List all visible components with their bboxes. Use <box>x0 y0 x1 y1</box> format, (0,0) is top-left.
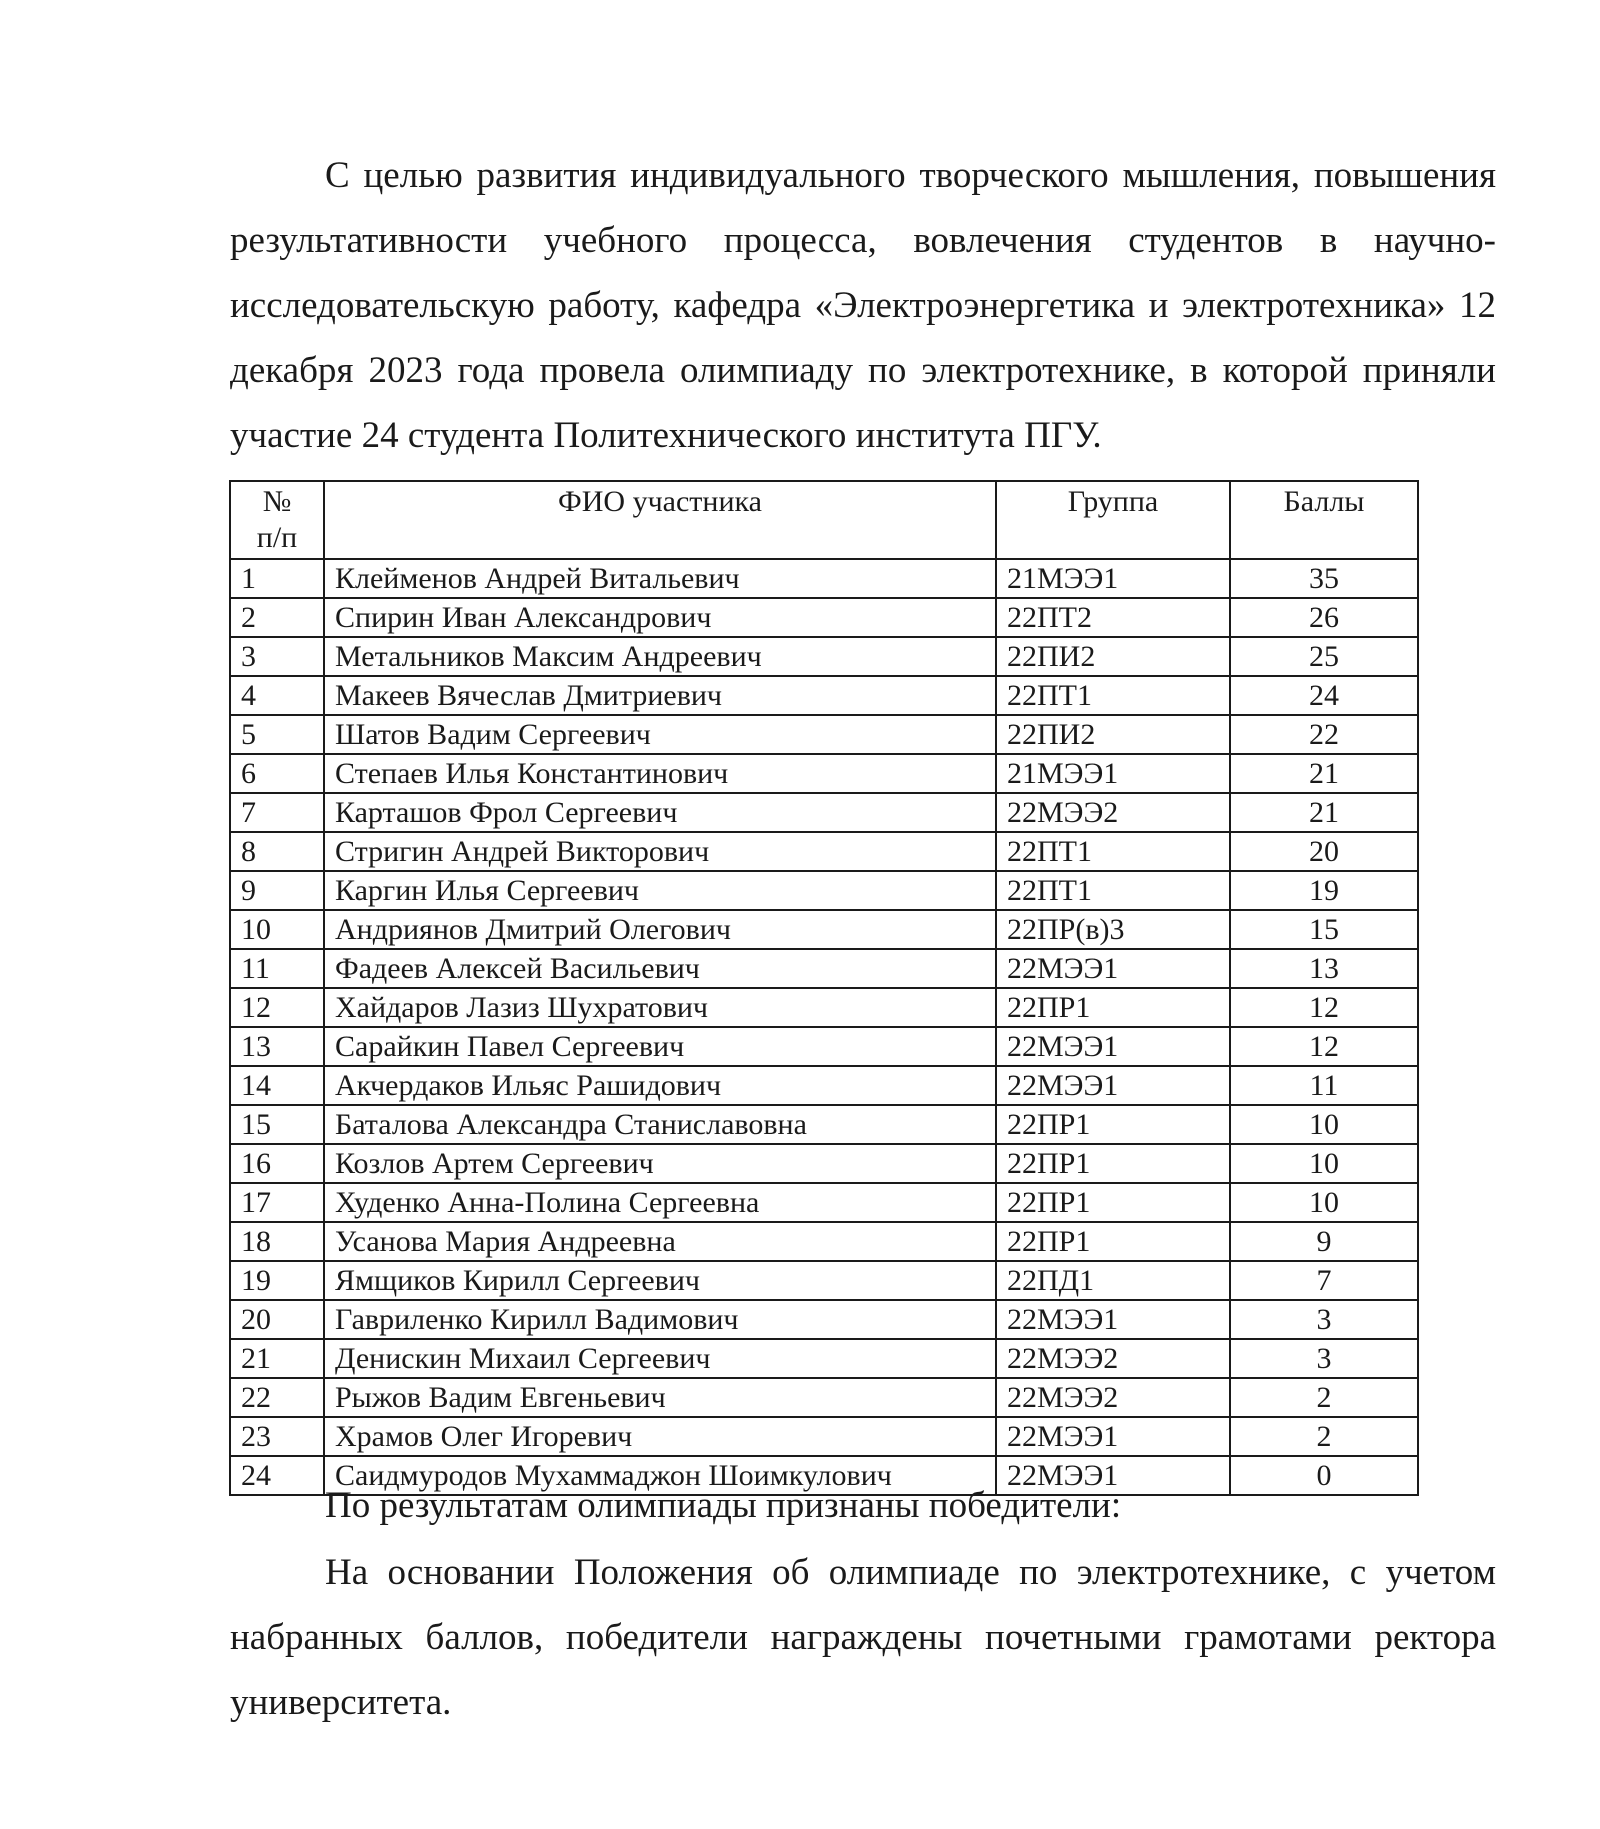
participant-name-cell: Андриянов Дмитрий Олегович <box>324 910 996 949</box>
participant-name-cell: Худенко Анна-Полина Сергеевна <box>324 1183 996 1222</box>
row-number-cell: 3 <box>230 637 324 676</box>
row-number-cell: 17 <box>230 1183 324 1222</box>
group-cell: 22МЭЭ2 <box>996 1339 1230 1378</box>
participant-name-cell: Акчердаков Ильяс Рашидович <box>324 1066 996 1105</box>
score-cell: 3 <box>1230 1300 1418 1339</box>
table-row <box>230 715 1418 754</box>
participant-name-cell: Усанова Мария Андреевна <box>324 1222 996 1261</box>
results-table-body <box>230 559 1418 1495</box>
score-cell: 20 <box>1230 832 1418 871</box>
table-row <box>230 1027 1418 1066</box>
score-cell: 24 <box>1230 676 1418 715</box>
score-cell: 21 <box>1230 793 1418 832</box>
participant-name-cell: Фадеев Алексей Васильевич <box>324 949 996 988</box>
group-cell: 22ПР(в)3 <box>996 910 1230 949</box>
winners-line: По результатам олимпиады признаны победители: <box>325 1485 1122 1526</box>
score-cell: 0 <box>1230 1456 1418 1495</box>
table-row <box>230 1417 1418 1456</box>
group-cell: 22МЭЭ1 <box>996 1456 1230 1495</box>
group-cell: 22МЭЭ1 <box>996 1300 1230 1339</box>
table-row <box>230 1066 1418 1105</box>
table-row <box>230 949 1418 988</box>
group-cell: 21МЭЭ1 <box>996 754 1230 793</box>
table-row <box>230 637 1418 676</box>
table-row <box>230 910 1418 949</box>
score-cell: 35 <box>1230 559 1418 598</box>
participant-name-cell: Каргин Илья Сергеевич <box>324 871 996 910</box>
row-number-cell: 2 <box>230 598 324 637</box>
group-cell: 22ПИ2 <box>996 637 1230 676</box>
table-header-row <box>230 481 1418 559</box>
participant-name-cell: Баталова Александра Станиславовна <box>324 1105 996 1144</box>
header-name: ФИО участника <box>324 481 996 559</box>
score-cell: 21 <box>1230 754 1418 793</box>
score-cell: 11 <box>1230 1066 1418 1105</box>
score-cell: 12 <box>1230 1027 1418 1066</box>
score-cell: 15 <box>1230 910 1418 949</box>
header-number <box>230 481 324 559</box>
row-number-cell: 18 <box>230 1222 324 1261</box>
score-cell: 2 <box>1230 1417 1418 1456</box>
group-cell: 22ПТ2 <box>996 598 1230 637</box>
table-row <box>230 988 1418 1027</box>
group-cell: 22МЭЭ2 <box>996 1378 1230 1417</box>
row-number-cell: 5 <box>230 715 324 754</box>
participant-name-cell: Сарайкин Павел Сергеевич <box>324 1027 996 1066</box>
score-cell: 7 <box>1230 1261 1418 1300</box>
row-number-cell: 6 <box>230 754 324 793</box>
participant-name-cell: Метальников Максим Андреевич <box>324 637 996 676</box>
participant-name-cell: Саидмуродов Мухаммаджон Шоимкулович <box>324 1456 996 1495</box>
intro-paragraph: С целью развития индивидуального творческого мышления, повышения результативности учебного процесса, вовлечения студентов в научно-исследовательскую работу, кафедра «Электроэнергетика и электротехника» 12 декабря 2023 года провела олимпиаду по электротехнике, в которой приняли участие 24 студента Политехнического института ПГУ. <box>230 155 1496 456</box>
table-row <box>230 1183 1418 1222</box>
group-cell: 22ПД1 <box>996 1261 1230 1300</box>
score-cell: 10 <box>1230 1144 1418 1183</box>
participant-name-cell: Стригин Андрей Викторович <box>324 832 996 871</box>
score-cell: 9 <box>1230 1222 1418 1261</box>
score-cell: 25 <box>1230 637 1418 676</box>
row-number-cell: 9 <box>230 871 324 910</box>
participant-name-cell: Макеев Вячеслав Дмитриевич <box>324 676 996 715</box>
group-cell: 22ПР1 <box>996 1105 1230 1144</box>
participant-name-cell: Шатов Вадим Сергеевич <box>324 715 996 754</box>
group-cell: 22МЭЭ1 <box>996 1027 1230 1066</box>
row-number-cell: 8 <box>230 832 324 871</box>
header-score: Баллы <box>1230 481 1418 559</box>
score-cell: 22 <box>1230 715 1418 754</box>
group-cell: 22МЭЭ1 <box>996 1066 1230 1105</box>
row-number-cell: 23 <box>230 1417 324 1456</box>
group-cell: 22МЭЭ1 <box>996 949 1230 988</box>
score-cell: 3 <box>1230 1339 1418 1378</box>
table-row <box>230 1105 1418 1144</box>
table-row <box>230 754 1418 793</box>
group-cell: 22ПР1 <box>996 1144 1230 1183</box>
group-cell: 22ПТ1 <box>996 676 1230 715</box>
row-number-cell: 22 <box>230 1378 324 1417</box>
table-row <box>230 1261 1418 1300</box>
group-cell: 22ПИ2 <box>996 715 1230 754</box>
table-row <box>230 1144 1418 1183</box>
score-cell: 12 <box>1230 988 1418 1027</box>
participant-name-cell: Клейменов Андрей Витальевич <box>324 559 996 598</box>
score-cell: 26 <box>1230 598 1418 637</box>
group-cell: 22ПТ1 <box>996 871 1230 910</box>
table-row <box>230 559 1418 598</box>
participant-name-cell: Денискин Михаил Сергеевич <box>324 1339 996 1378</box>
closing-paragraph: На основании Положения об олимпиаде по электротехнике, с учетом набранных баллов, победители награждены почетными грамотами ректора университета. <box>230 1552 1496 1723</box>
group-cell: 22ПТ1 <box>996 832 1230 871</box>
participant-name-cell: Степаев Илья Константинович <box>324 754 996 793</box>
table-row <box>230 832 1418 871</box>
participant-name-cell: Спирин Иван Александрович <box>324 598 996 637</box>
row-number-cell: 14 <box>230 1066 324 1105</box>
row-number-cell: 24 <box>230 1456 324 1495</box>
results-table <box>229 480 1419 1496</box>
participant-name-cell: Козлов Артем Сергеевич <box>324 1144 996 1183</box>
table-row <box>230 1339 1418 1378</box>
group-cell: 22ПР1 <box>996 1183 1230 1222</box>
table-row <box>230 676 1418 715</box>
header-number-line2: п/п <box>256 521 298 554</box>
header-group: Группа <box>996 481 1230 559</box>
participant-name-cell: Храмов Олег Игоревич <box>324 1417 996 1456</box>
table-row <box>230 793 1418 832</box>
score-cell: 10 <box>1230 1183 1418 1222</box>
score-cell: 10 <box>1230 1105 1418 1144</box>
table-row <box>230 871 1418 910</box>
table-row <box>230 1222 1418 1261</box>
row-number-cell: 20 <box>230 1300 324 1339</box>
row-number-cell: 21 <box>230 1339 324 1378</box>
table-row <box>230 598 1418 637</box>
row-number-cell: 7 <box>230 793 324 832</box>
group-cell: 22ПР1 <box>996 1222 1230 1261</box>
participant-name-cell: Рыжов Вадим Евгеньевич <box>324 1378 996 1417</box>
row-number-cell: 10 <box>230 910 324 949</box>
score-cell: 2 <box>1230 1378 1418 1417</box>
row-number-cell: 19 <box>230 1261 324 1300</box>
table-row <box>230 1300 1418 1339</box>
row-number-cell: 1 <box>230 559 324 598</box>
table-row <box>230 1378 1418 1417</box>
row-number-cell: 12 <box>230 988 324 1027</box>
score-cell: 13 <box>1230 949 1418 988</box>
group-cell: 22МЭЭ1 <box>996 1417 1230 1456</box>
group-cell: 22МЭЭ2 <box>996 793 1230 832</box>
participant-name-cell: Ямщиков Кирилл Сергеевич <box>324 1261 996 1300</box>
row-number-cell: 13 <box>230 1027 324 1066</box>
participant-name-cell: Карташов Фрол Сергеевич <box>324 793 996 832</box>
header-number-line1: № <box>262 485 292 518</box>
row-number-cell: 15 <box>230 1105 324 1144</box>
participant-name-cell: Гавриленко Кирилл Вадимович <box>324 1300 996 1339</box>
group-cell: 21МЭЭ1 <box>996 559 1230 598</box>
row-number-cell: 16 <box>230 1144 324 1183</box>
participant-name-cell: Хайдаров Лазиз Шухратович <box>324 988 996 1027</box>
score-cell: 19 <box>1230 871 1418 910</box>
row-number-cell: 4 <box>230 676 324 715</box>
group-cell: 22ПР1 <box>996 988 1230 1027</box>
row-number-cell: 11 <box>230 949 324 988</box>
